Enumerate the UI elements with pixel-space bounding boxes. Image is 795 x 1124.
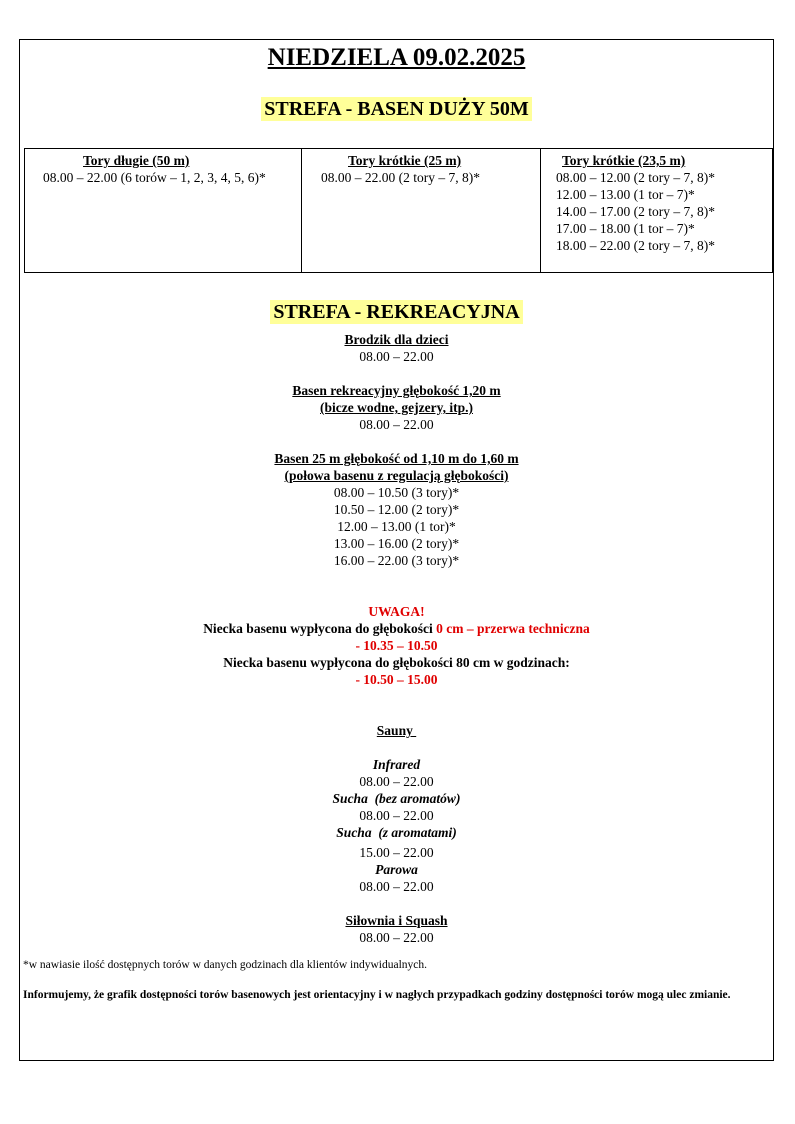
sauna-hours-infrared: 08.00 – 22.00	[359, 774, 434, 789]
list-item: 13.00 – 16.00 (2 tory)*	[333, 536, 460, 551]
basen-rek-header-1: Basen rekreacyjny głębokość 1,20 m	[292, 383, 501, 398]
footnote: *w nawiasie ilość dostępnych torów w danych godzinach dla klientów indywidualnych.	[23, 959, 428, 971]
uwaga-label: UWAGA!	[368, 604, 425, 619]
uwaga-line-1-text: Niecka basenu wypłycona do głębokości	[203, 621, 437, 636]
silownia-header: Siłownia i Squash	[345, 913, 448, 928]
uwaga-line-1	[20, 620, 773, 637]
basen25-header-2: (połowa basenu z regulacją głębokości)	[284, 468, 509, 483]
table-row	[25, 149, 773, 273]
lanes-col-long-line: 08.00 – 22.00 (6 torów – 1, 2, 3, 4, 5, 6)*	[43, 170, 266, 185]
list-item: 12.00 – 13.00 (1 tor – 7)*	[556, 187, 695, 202]
page-title: NIEDZIELA 09.02.2025	[267, 44, 526, 71]
lanes-col-short25-line: 08.00 – 22.00 (2 tory – 7, 8)*	[321, 170, 480, 185]
zone-title-basen-duzy-text: STREFA - BASEN DUŻY 50M	[261, 97, 531, 121]
uwaga-line-3: Niecka basenu wypłycona do głębokości 80 cm w godzinach:	[223, 655, 570, 670]
sauna-hours-parowa: 08.00 – 22.00	[359, 879, 434, 894]
recreation-zone	[20, 301, 773, 946]
info-note: Informujemy, że grafik dostępności torów basenowych jest orientacyjny i w nagłych przypadkach godziny dostępności torów mogą ulec zmianie.	[23, 989, 731, 1001]
sauna-hours-sucha-z: 15.00 – 22.00	[359, 845, 434, 860]
basen-rek-header-2: (bicze wodne, gejzery, itp.)	[320, 400, 473, 415]
sauna-name-infrared: Infrared	[372, 757, 421, 772]
brodzik-header: Brodzik dla dzieci	[344, 332, 449, 347]
list-item: 12.00 – 13.00 (1 tor)*	[337, 519, 456, 534]
list-item: 14.00 – 17.00 (2 tory – 7, 8)*	[556, 204, 715, 219]
zone-title-rekreacyjna: STREFA - REKREACYJNA	[270, 300, 522, 324]
list-item: 16.00 – 22.00 (3 tory)*	[333, 553, 460, 568]
lanes-col-long	[25, 149, 302, 273]
lanes-col-short235	[541, 149, 773, 273]
sauna-hours-sucha-bez: 08.00 – 22.00	[359, 808, 434, 823]
sauny-header: Sauny	[376, 723, 417, 738]
list-item: 17.00 – 18.00 (1 tor – 7)*	[556, 221, 695, 236]
basen25-header-1: Basen 25 m głębokość od 1,10 m do 1,60 m	[274, 451, 519, 466]
lanes-col-long-header: Tory długie (50 m)	[83, 153, 190, 168]
list-item: 18.00 – 22.00 (2 tory – 7, 8)*	[556, 238, 715, 253]
zone-title-basen-duzy	[20, 98, 773, 121]
list-item: 08.00 – 10.50 (3 tory)*	[333, 485, 460, 500]
sauna-name-sucha-z: Sucha (z aromatami)	[336, 825, 457, 840]
uwaga-line-4: - 10.50 – 15.00	[355, 672, 438, 687]
list-item: 08.00 – 12.00 (2 tory – 7, 8)*	[556, 170, 715, 185]
uwaga-line-2: - 10.35 – 10.50	[355, 638, 438, 653]
brodzik-hours: 08.00 – 22.00	[359, 349, 434, 364]
uwaga-line-1-red: 0 cm – przerwa techniczna	[436, 621, 590, 636]
lanes-table	[24, 148, 773, 273]
schedule-page	[19, 39, 774, 1061]
sauna-name-sucha-bez: Sucha (bez aromatów)	[332, 791, 461, 806]
list-item: 10.50 – 12.00 (2 tory)*	[333, 502, 460, 517]
lanes-col-short25-header: Tory krótkie (25 m)	[348, 153, 462, 168]
silownia-hours: 08.00 – 22.00	[359, 930, 434, 945]
sauna-name-parowa: Parowa	[375, 862, 418, 877]
basen-rek-hours: 08.00 – 22.00	[359, 417, 434, 432]
lanes-col-short235-header: Tory krótkie (23,5 m)	[562, 153, 686, 168]
lanes-col-short25	[302, 149, 541, 273]
